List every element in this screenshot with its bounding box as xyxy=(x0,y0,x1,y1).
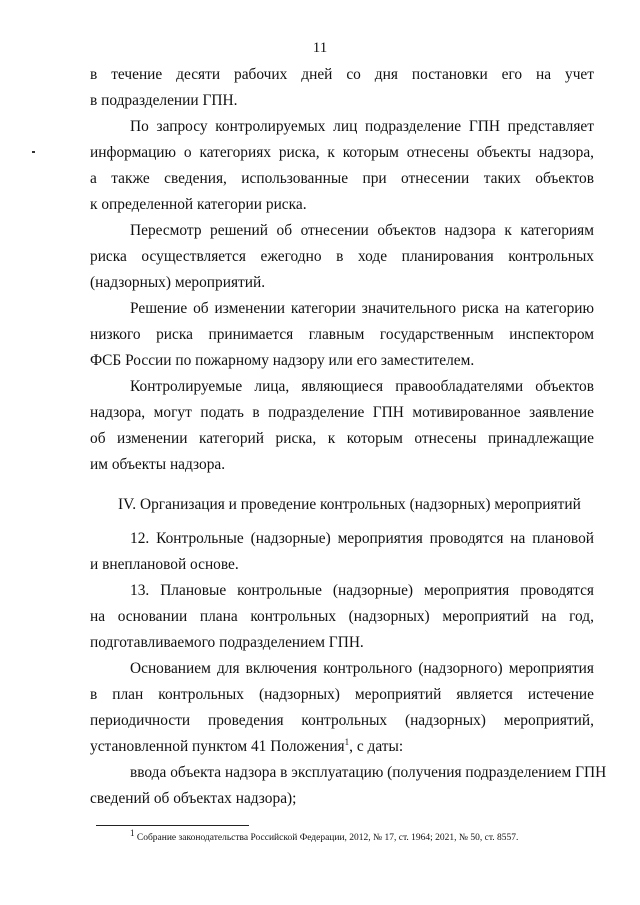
text-line xyxy=(90,738,594,756)
text-line: периодичности проведения контрольных (надзорных) мероприятий, xyxy=(90,712,594,729)
text-line: ввода объекта надзора в эксплуатацию (получения подразделением ГПН xyxy=(130,764,607,781)
text-line: Решение об изменении категории значительного риска на категорию xyxy=(130,300,594,317)
footnote-marker: 1 xyxy=(130,827,135,838)
text-line: информацию о категориях риска, к которым отнесены объекты надзора, xyxy=(90,144,594,161)
text-line: ФСБ России по пожарному надзору или его заместителем. xyxy=(90,352,475,369)
text-line: и внеплановой основе. xyxy=(90,556,239,573)
text-line: Пересмотр решений об отнесении объектов надзора к категориям xyxy=(130,222,594,239)
text-fragment: установленной пунктом 41 Положения xyxy=(90,738,345,755)
text-line: им объекты надзора. xyxy=(90,456,226,473)
text-line: Основанием для включения контрольного (надзорного) мероприятия xyxy=(130,660,594,677)
text-line: Контролируемые лица, являющиеся правообладателями объектов xyxy=(130,378,594,395)
text-line: надзора, могут подать в подразделение ГПН мотивированное заявление xyxy=(90,404,594,421)
text-line: на основании плана контрольных (надзорных) мероприятий на год, xyxy=(90,608,594,625)
text-line: (надзорных) мероприятий. xyxy=(90,274,266,291)
footnote xyxy=(130,827,519,844)
text-line: в течение десяти рабочих дней со дня постановки его на учет xyxy=(90,66,594,83)
text-fragment: , с даты: xyxy=(349,738,404,755)
text-line: сведений об объектах надзора); xyxy=(90,790,297,807)
text-line: низкого риска принимается главным государственным инспектором xyxy=(90,326,594,343)
footnote-reference: 1 xyxy=(344,736,350,747)
text-line: 12. Контрольные (надзорные) мероприятия проводятся на плановой xyxy=(130,530,594,547)
text-line: подготавливаемого подразделением ГПН. xyxy=(90,634,364,651)
page-number: 11 xyxy=(312,40,328,56)
text-line: к определенной категории риска. xyxy=(90,196,307,213)
text-line: в подразделении ГПН. xyxy=(90,92,238,109)
section-heading: IV. Организация и проведение контрольных (надзорных) мероприятий xyxy=(118,496,581,513)
footnote-separator xyxy=(96,825,249,826)
footnote-text: Собрание законодательства Российской Федерации, 2012, № 17, ст. 1964; 2021, № 50, ст. 8557. xyxy=(134,833,519,843)
text-line: риска осуществляется ежегодно в ходе планирования контрольных xyxy=(90,248,594,265)
text-line: а также сведения, использованные при отнесении таких объектов xyxy=(90,170,594,187)
text-line: об изменении категорий риска, к которым отнесены принадлежащие xyxy=(90,430,594,447)
text-line: в план контрольных (надзорных) мероприятий является истечение xyxy=(90,686,594,703)
text-line: По запросу контролируемых лиц подразделение ГПН представляет xyxy=(130,118,594,135)
text-line: 13. Плановые контрольные (надзорные) мероприятия проводятся xyxy=(130,582,594,599)
scan-speck xyxy=(32,151,35,153)
